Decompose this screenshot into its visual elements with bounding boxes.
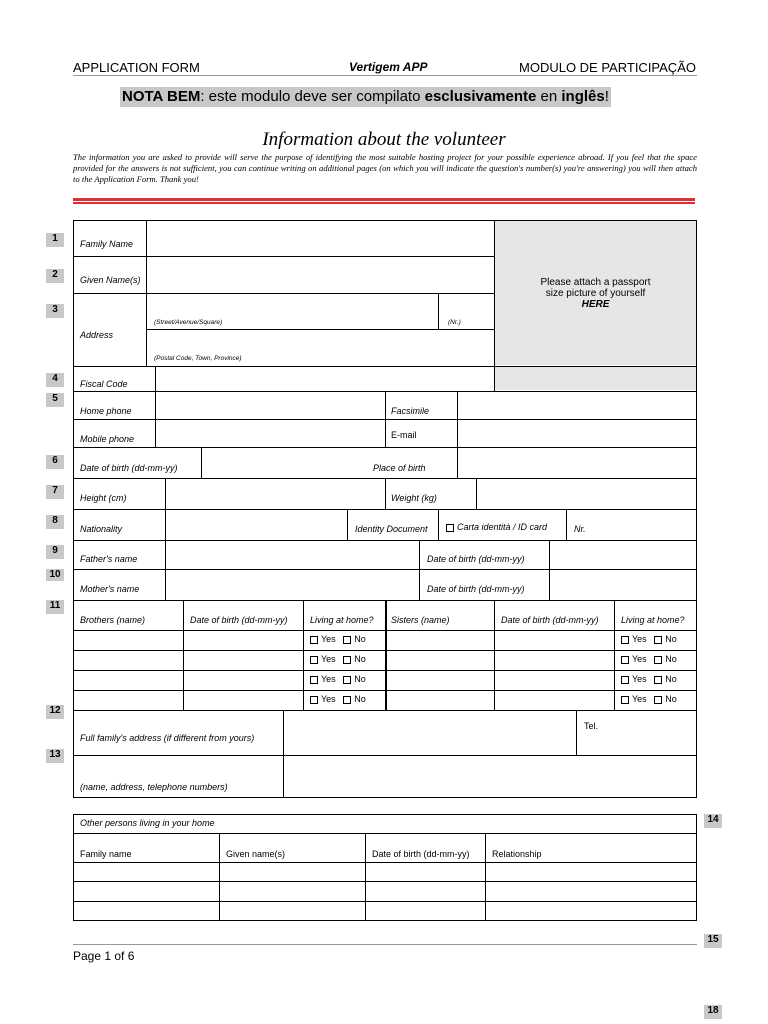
weight-label: Weight (kg) [391,493,437,503]
sisters-dob-label: Date of birth (dd-mm-yy) [501,615,599,625]
address-label: Address [80,330,114,340]
page-number: Page 1 of 6 [73,949,135,963]
mothers-dob-label: Date of birth (dd-mm-yy) [427,584,525,594]
fathers-dob-field[interactable] [552,542,694,567]
question-number: 12 [46,705,64,719]
brother-2-living[interactable]: Yes No [310,654,366,664]
question-number: 10 [46,569,64,581]
yes-checkbox[interactable] [310,636,318,644]
col-dob: Date of birth (dd-mm-yy) [372,849,470,859]
col-family-name: Family name [80,849,132,859]
question-number: 13 [46,749,64,763]
height-field[interactable] [168,480,383,507]
question-number: 11 [46,600,64,614]
nota-bem-banner: NOTA BEM: este modulo deve ser compilato esclusivamente en inglês! [122,88,609,105]
footer-rule [73,944,697,945]
place-of-birth-label: Place of birth [373,463,426,473]
no-checkbox[interactable] [654,676,662,684]
home-phone-field[interactable] [158,393,383,417]
sister-1-living[interactable]: Yes No [621,634,677,644]
instructions-text: The information you are asked to provide will serve the purpose of identifying the most suitable hosting project for your possible experience abroad. If you feel that the space provided for the answers is not sufficient, you can continue writing on additional pages (on which you will indicate the question's number(s) you're answering) you will then attach to the Application Form. Thank you! [73,152,697,184]
home-phone-label: Home phone [80,406,132,416]
mothers-dob-field[interactable] [552,572,694,598]
photo-area-lower [495,367,696,390]
col-given-names: Given name(s) [226,849,286,859]
email-field[interactable] [460,421,694,445]
yes-checkbox[interactable] [621,696,629,704]
question-number: 1 [46,233,64,247]
document-nr-field[interactable] [590,511,694,538]
contacts-field[interactable] [286,757,694,796]
yes-checkbox[interactable] [310,676,318,684]
brothers-living-label: Living at home? [310,615,374,625]
family-address-label: Full family's address (if different from yours) [80,733,255,743]
mothers-name-field[interactable] [168,572,416,598]
header-right: MODULO DE PARTICIPAÇÃO [519,60,696,75]
sisters-label: Sisters (name) [391,615,450,625]
nationality-field[interactable] [168,511,344,538]
house-number-field[interactable] [442,296,491,318]
street-label: (Street/Avenue/Square) [154,319,223,326]
given-names-label: Given Name(s) [80,275,141,285]
nationality-label: Nationality [80,524,123,534]
house-number-label: (Nr.) [448,319,461,326]
family-tel-field[interactable] [579,733,694,753]
family-name-field[interactable] [150,223,490,254]
brothers-dob-label: Date of birth (dd-mm-yy) [190,615,288,625]
brothers-label: Brothers (name) [80,615,146,625]
no-checkbox[interactable] [343,676,351,684]
question-number: 3 [46,304,64,318]
no-checkbox[interactable] [343,656,351,664]
yes-checkbox[interactable] [310,656,318,664]
contacts-label: (name, address, telephone numbers) [80,782,228,792]
brother-3-living[interactable]: Yes No [310,674,366,684]
facsimile-field[interactable] [460,393,694,417]
no-checkbox[interactable] [654,696,662,704]
question-number: 15 [704,934,722,948]
street-field[interactable] [150,296,434,318]
yes-checkbox[interactable] [310,696,318,704]
brother-4-living[interactable]: Yes No [310,694,366,704]
red-divider-2 [73,202,695,204]
checkbox[interactable] [446,524,454,532]
mobile-phone-label: Mobile phone [80,434,135,444]
other-persons-title: Other persons living in your home [80,818,215,828]
no-checkbox[interactable] [343,636,351,644]
family-name-label: Family Name [80,239,134,249]
email-label: E-mail [391,430,417,440]
question-number: 2 [46,269,64,283]
fathers-name-field[interactable] [168,542,416,567]
fathers-name-label: Father's name [80,554,138,564]
question-number: 8 [46,515,64,529]
no-checkbox[interactable] [654,656,662,664]
postal-label: (Postal Code, Town, Province) [154,355,242,362]
family-address-field[interactable] [286,712,573,753]
fathers-dob-label: Date of birth (dd-mm-yy) [427,554,525,564]
postal-field[interactable] [150,332,490,354]
no-checkbox[interactable] [654,636,662,644]
header-left: APPLICATION FORM [73,60,200,75]
tel-label: Tel. [584,721,599,731]
brother-1-living[interactable]: Yes No [310,634,366,644]
col-relationship: Relationship [492,849,542,859]
mobile-phone-field[interactable] [158,421,383,445]
dob-field[interactable] [204,449,364,476]
question-number: 4 [46,373,64,387]
given-names-field[interactable] [150,259,490,290]
facsimile-label: Facsimile [391,406,430,416]
sisters-living-label: Living at home? [621,615,685,625]
photo-instructions: Please attach a passport size picture of yourself HERE [540,277,651,310]
section-title: Information about the volunteer [262,129,506,150]
sister-4-living[interactable]: Yes No [621,694,677,704]
height-label: Height (cm) [80,493,127,503]
mothers-name-label: Mother's name [80,584,140,594]
yes-checkbox[interactable] [621,676,629,684]
fiscal-code-field[interactable] [158,368,491,389]
id-card-option[interactable]: Carta identità / ID card [446,522,547,532]
red-divider-1 [73,198,695,201]
question-number: 14 [704,814,722,828]
other-persons-table [73,814,697,921]
header-center: Vertigem APP [349,60,428,74]
question-number: 5 [46,393,64,407]
place-of-birth-field[interactable] [460,449,694,476]
header-rule [73,75,697,76]
question-number: 9 [46,545,64,559]
weight-field[interactable] [479,480,694,507]
question-number: 6 [46,455,64,469]
yes-checkbox[interactable] [621,656,629,664]
identity-document-label: Identity Document [355,524,428,534]
question-number: 18 [704,1005,722,1019]
no-checkbox[interactable] [343,696,351,704]
document-nr-label: Nr. [574,524,586,534]
yes-checkbox[interactable] [621,636,629,644]
question-number: 7 [46,485,64,499]
dob-label: Date of birth (dd-mm-yy) [80,463,178,473]
sister-2-living[interactable]: Yes No [621,654,677,664]
fiscal-code-label: Fiscal Code [80,379,128,389]
sister-3-living[interactable]: Yes No [621,674,677,684]
